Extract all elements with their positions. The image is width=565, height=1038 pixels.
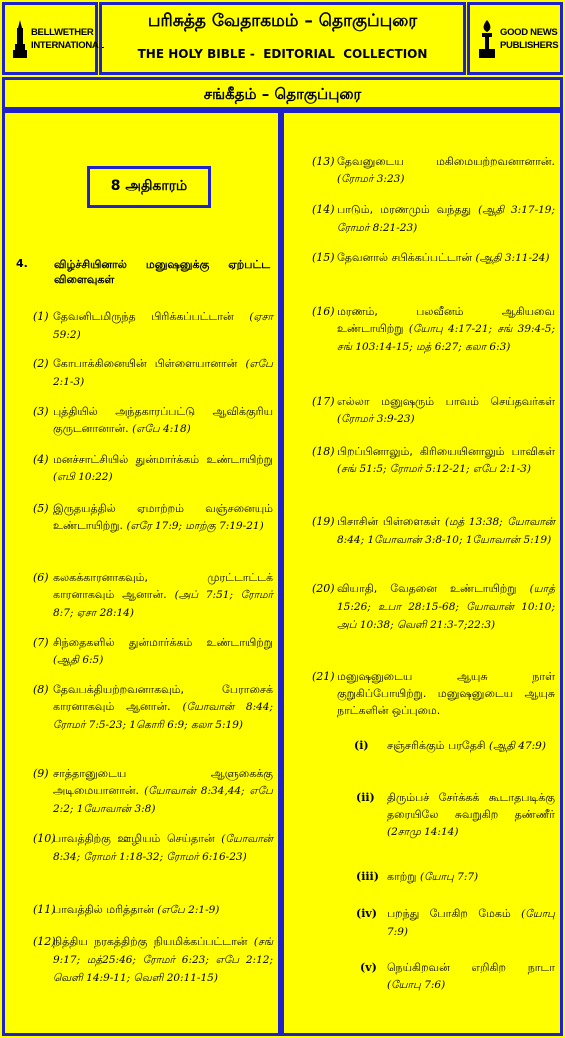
item-text: தேவனுடைய மகிமையற்றவனானான்.	[337, 155, 555, 168]
item-text: பறந்து போகிற மேகம்	[387, 907, 511, 920]
item-number: (8)	[33, 683, 49, 696]
list-item	[33, 451, 273, 486]
item-text: தேவபக்தியற்றவனாகவும், பேராசைக் காரனாகவும் ஆனான்.	[53, 683, 273, 713]
list-item	[33, 569, 273, 622]
item-text: தேவனிடமிருந்த பிரிக்கப்பட்டான்	[53, 310, 234, 323]
item-text: தேவனால் சபிக்கப்பட்டான்	[337, 251, 473, 264]
item-reference: (யோவான் 8:34; ரோமர் 1:18-32; ரோமர் 6:16-23)	[53, 833, 273, 863]
section-title: விழ்ச்சியினால் மனுஷனுக்கு ஏற்பட்ட விளைவுகள்	[54, 258, 270, 286]
left-column	[2, 110, 281, 1036]
item-text: கலகக்காரனாகவும், முரட்டாட்டக் காரனாகவும் ஆனான்.	[53, 571, 273, 601]
item-text: சாத்தானுடைய ஆளுகைக்கு அடிமையானான்.	[53, 767, 273, 797]
item-reference: (எபே 2:1-9)	[157, 904, 220, 916]
list-item	[354, 737, 555, 755]
list-item	[360, 959, 555, 994]
item-reference: (ஆதி 6:5)	[53, 654, 104, 666]
subheader-box	[2, 77, 563, 110]
item-number: (10)	[33, 832, 56, 845]
item-text: பாவத்திற்கு ஊழியம் செய்தான்	[53, 832, 215, 845]
logo-right-line2: PUBLISHERS	[500, 39, 559, 51]
item-number: (iii)	[356, 870, 379, 883]
item-number: (9)	[33, 767, 49, 780]
subheader-title: சங்கீதம் – தொகுப்புரை	[203, 85, 362, 103]
item-number: (iv)	[356, 907, 377, 920]
item-reference: (எபே 4:18)	[132, 423, 191, 435]
item-text: காற்று	[387, 870, 417, 883]
list-item	[356, 905, 555, 941]
section-heading	[16, 257, 270, 287]
item-number: (13)	[312, 155, 335, 168]
item-number: (16)	[312, 305, 335, 318]
chapter-title: 8 அதிகாரம்	[110, 178, 188, 194]
list-item	[312, 668, 555, 720]
item-reference: (ஆதி 3:11-24)	[475, 252, 550, 264]
item-number: (17)	[312, 395, 335, 408]
item-reference: (சங் 51:5; ரோமர் 5:12-21; எபே 2:1-3)	[337, 463, 531, 475]
logo-right-line1: GOOD NEWS	[500, 26, 558, 38]
list-item	[33, 933, 273, 987]
list-item	[33, 355, 273, 391]
item-reference: (ஏசா 59:2)	[53, 311, 273, 341]
item-reference: (மத் 13:38; யோவான் 8:44; 1யோவான் 3:8-10; 1யோவான் 5:19)	[337, 516, 555, 546]
item-number: (11)	[33, 903, 56, 916]
item-reference: (ஆதி 3:17-19; ரோமர் 8:21-23)	[337, 204, 556, 234]
item-number: (7)	[33, 636, 49, 649]
list-item	[312, 201, 555, 237]
item-number: (19)	[312, 515, 335, 528]
item-reference: (சங் 9:17; மத்25:46; ரோமர் 6:23; எபே 2:12; வெளி 14:9-11; வெளி 20:11-15)	[53, 936, 274, 984]
item-reference: (ரோமர் 3:9-23)	[337, 413, 415, 425]
item-reference: (யோவான் 8:34,44; எபே 2:2; 1யோவான் 3:8)	[53, 785, 273, 815]
title-box	[99, 2, 466, 75]
logo-left-line2: INTERNATIONAL	[31, 39, 104, 51]
list-item	[312, 303, 555, 356]
section-number: 4.	[16, 257, 28, 270]
item-number: (v)	[360, 961, 377, 974]
list-item	[356, 868, 555, 886]
list-item	[33, 634, 273, 669]
list-item	[33, 500, 273, 535]
item-text: பாவத்தில் மரித்தான்	[53, 903, 154, 916]
item-number: (3)	[33, 405, 49, 418]
item-text: பிறப்பினாலும், கிரியையினாலும் பாவிகள்	[337, 445, 555, 458]
item-number: (5)	[33, 502, 49, 515]
item-reference: (எபே 2:1-3)	[53, 358, 273, 388]
item-text: சஞ்சரிக்கும் பரதேசி	[387, 739, 486, 752]
item-reference: (யோவான் 8:44; ரோமர் 7:5-23; 1கொரி 6:9; கலா 5:19)	[53, 701, 274, 731]
list-item	[33, 901, 273, 919]
item-number: (ii)	[356, 791, 375, 804]
list-item	[312, 249, 555, 267]
list-item	[312, 513, 555, 549]
item-number: (i)	[354, 739, 369, 752]
list-item	[33, 765, 273, 818]
item-reference: (ஆதி 47:9)	[488, 740, 546, 752]
item-reference: (ரோமர் 3:23)	[337, 173, 405, 185]
item-text: நெய்கிறவன் எறிகிற நாடா	[387, 961, 555, 974]
item-text: மரணம், பலவீனம் ஆகியவை உண்டாயிற்று	[337, 305, 555, 335]
item-number: (18)	[312, 445, 335, 458]
item-text: புத்தியில் அந்தகாரப்பட்டு ஆவிக்குரிய குருடனானான்.	[53, 405, 273, 435]
list-item	[33, 308, 273, 344]
list-item	[312, 393, 555, 428]
item-number: (1)	[33, 310, 49, 323]
item-reference: (அப் 7:51; ரோமர் 8:7; ஏசா 28:14)	[53, 589, 274, 619]
item-reference: (யோபு 7:6)	[387, 979, 446, 991]
list-item	[33, 403, 273, 438]
list-item	[312, 580, 555, 634]
item-reference: (எரே 17:9; மாற்கு 7:19-21)	[126, 520, 264, 532]
item-reference: (2சாமு 14:14)	[387, 826, 459, 838]
item-text: மனுஷனுடைய ஆயுசு நாள் குறுகிப்போயிற்று. மனுஷனுடைய ஆயுசு நாட்களின் ஒப்புமை.	[337, 670, 555, 717]
item-reference: (யாத் 15:26; உபா 28:15-68; யோவான் 10:10; அப் 10:38; வெளி 21:3-7;22:3)	[337, 583, 555, 631]
item-text: நித்திய நரகத்திற்கு நியமிக்கப்பட்டான்	[53, 935, 248, 948]
item-text: பிசாசின் பிள்ளைகள்	[337, 515, 441, 528]
item-text: சிந்தைகளில் துன்மார்க்கம் உண்டாயிற்று	[53, 636, 273, 649]
item-reference: (எபி 10:22)	[53, 471, 113, 483]
title-english: THE HOLY BIBLE - EDITORIAL COLLECTION	[137, 47, 428, 61]
item-number: (14)	[312, 203, 335, 216]
bible-torch-icon	[478, 20, 496, 58]
item-number: (15)	[312, 251, 335, 264]
list-item	[312, 153, 555, 188]
item-reference: (யோபு 7:9)	[387, 908, 555, 938]
logo-left-line1: BELLWETHER	[31, 26, 94, 38]
item-reference: (யோபு 7:7)	[419, 871, 479, 883]
list-item	[312, 443, 555, 478]
title-tamil: பரிசுத்த வேதாகமம் – தொகுப்புரை	[147, 11, 418, 31]
list-item	[356, 789, 555, 841]
item-text: பாடும், மரணமும் வந்தது	[337, 203, 472, 216]
item-number: (4)	[33, 453, 49, 466]
bellwether-tower-icon	[13, 20, 27, 58]
chapter-box	[87, 166, 211, 208]
item-text: மனச்சாட்சியில் துன்மார்க்கம் உண்டாயிற்று	[53, 453, 273, 466]
right-column	[281, 110, 563, 1036]
item-number: (12)	[33, 935, 56, 948]
list-item	[33, 681, 273, 734]
item-number: (6)	[33, 571, 49, 584]
item-number: (20)	[312, 582, 335, 595]
good-news-logo	[467, 2, 563, 75]
item-number: (2)	[33, 357, 49, 370]
item-text: எல்லா மனுஷரும் பாவம் செய்தவர்கள்	[337, 395, 555, 408]
item-text: திரும்பச் சேர்க்கக் கூடாதபடிக்கு தரையிலே சுவறுகிற தண்ணீர்	[387, 791, 555, 821]
item-number: (21)	[312, 670, 335, 683]
bellwether-logo	[2, 2, 104, 75]
item-text: இருதயத்தில் ஏமாற்றம் வஞ்சனையும் உண்டாயிற்று.	[53, 502, 273, 532]
item-text: வியாதி, வேதனை உண்டாயிற்று	[337, 582, 517, 595]
item-text: கோபாக்கினையின் பிள்ளையானான்	[53, 357, 238, 370]
item-reference: (யோபு 4:17-21; சங் 39:4-5; சங் 103:14-15; மத் 6:27; கலா 6:3)	[337, 323, 556, 353]
list-item	[33, 830, 273, 866]
